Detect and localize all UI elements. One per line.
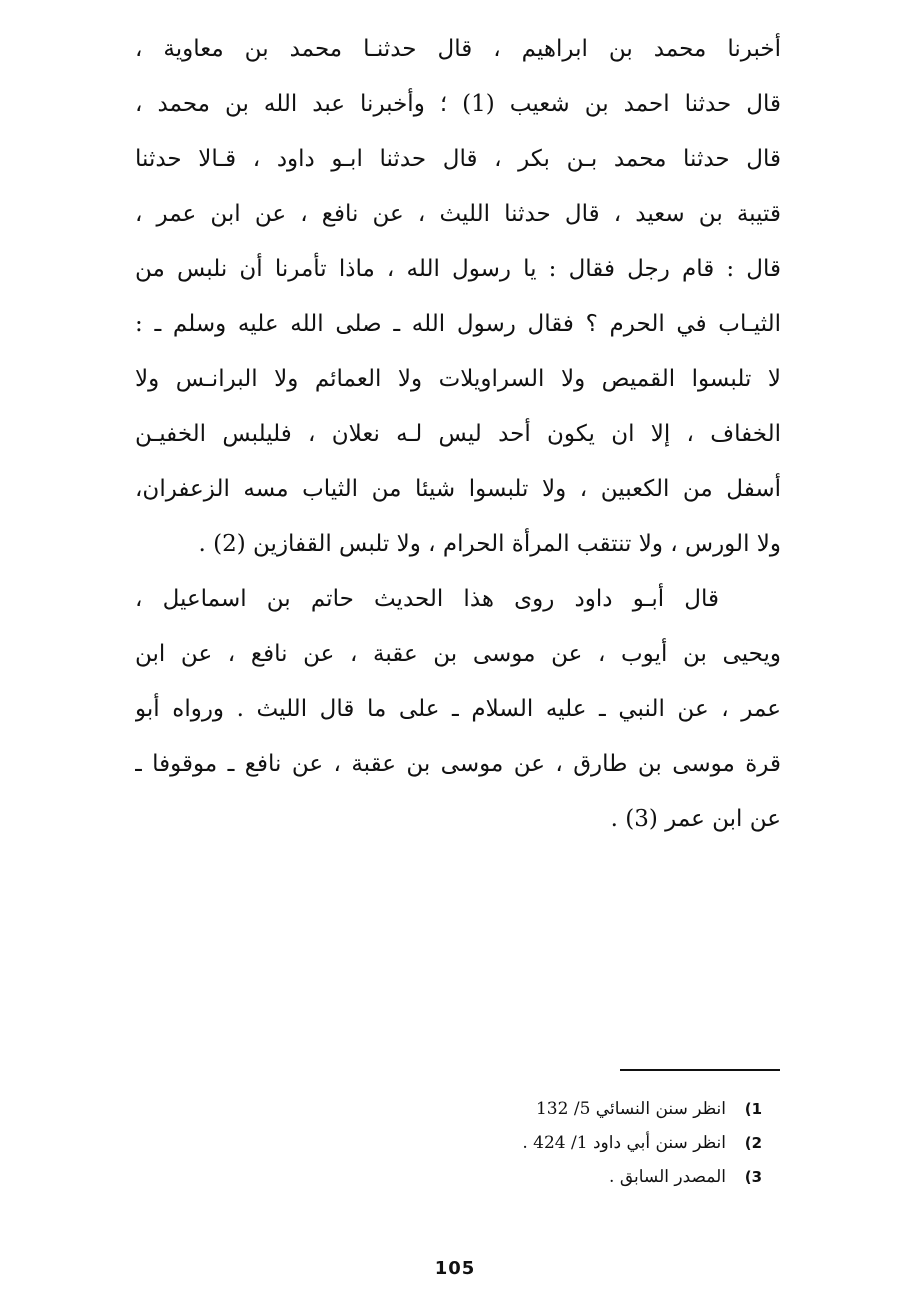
text-line: أسفل من الكعبين ، ولا تلبسوا شيئا من الثياب مسه الزعفران،	[135, 476, 781, 502]
body-paragraph-2	[135, 572, 781, 847]
footnote-number: 1)	[744, 1100, 762, 1118]
text-line: عن ابن عمر (3) .	[610, 806, 781, 832]
footnote-number: 3)	[744, 1168, 762, 1186]
text-line: قال حدثنا احمد بن شعيب (1) ؛ وأخبرنا عبد الله بن محمد ،	[135, 91, 781, 117]
text-line: قال حدثنا محمد بـن بكر ، قال حدثنا ابـو داود ، قـالا حدثنا	[135, 146, 781, 172]
text-line: ولا الورس ، ولا تنتقب المرأة الحرام ، ولا تلبس القفازين (2) .	[198, 531, 781, 557]
body-paragraph-1	[135, 22, 781, 572]
text-line: أخبرنا محمد بن ابراهيم ، قال حدثنـا محمد بن معاوية ،	[135, 36, 781, 62]
page-number: 105	[434, 1258, 476, 1279]
text-line: قتيبة بن سعيد ، قال حدثنا الليث ، عن نافع ، عن ابن عمر ،	[135, 201, 781, 227]
text-line: عمر ، عن النبي ـ عليه السلام ـ على ما قال الليث . ورواه أبو	[135, 696, 781, 722]
text-line: الخفاف ، إلا ان يكون أحد ليس لـه نعلان ، فليلبس الخفيـن	[135, 421, 781, 447]
footnote-item	[400, 1092, 762, 1126]
footnote-separator	[620, 1069, 780, 1071]
footnotes	[400, 1092, 762, 1194]
text-line: قال : قام رجل فقال : يا رسول الله ، ماذا تأمرنا أن نلبس من	[135, 256, 781, 282]
footnote-text: المصدر السابق .	[609, 1167, 726, 1187]
text-line: الثيـاب في الحرم ؟ فقال رسول الله ـ صلى الله عليه وسلم ـ :	[135, 311, 781, 337]
text-line: قرة موسى بن طارق ، عن موسى بن عقبة ، عن نافع ـ موقوفا ـ	[135, 751, 781, 777]
text-line: لا تلبسوا القميص ولا السراويلات ولا العمائم ولا البرانـس ولا	[135, 366, 781, 392]
text-line: قال أبـو داود روى هذا الحديث حاتم بن اسماعيل ،	[135, 586, 719, 612]
text-line: ويحيى بن أيوب ، عن موسى بن عقبة ، عن نافع ، عن ابن	[135, 641, 781, 667]
footnote-item	[400, 1126, 762, 1160]
footnote-text: انظر سنن أبي داود 1/ 424 .	[522, 1133, 726, 1153]
footnote-number: 2)	[744, 1134, 762, 1152]
footnote-text: انظر سنن النسائي 5/ 132	[535, 1099, 726, 1119]
footnote-item	[400, 1160, 762, 1194]
